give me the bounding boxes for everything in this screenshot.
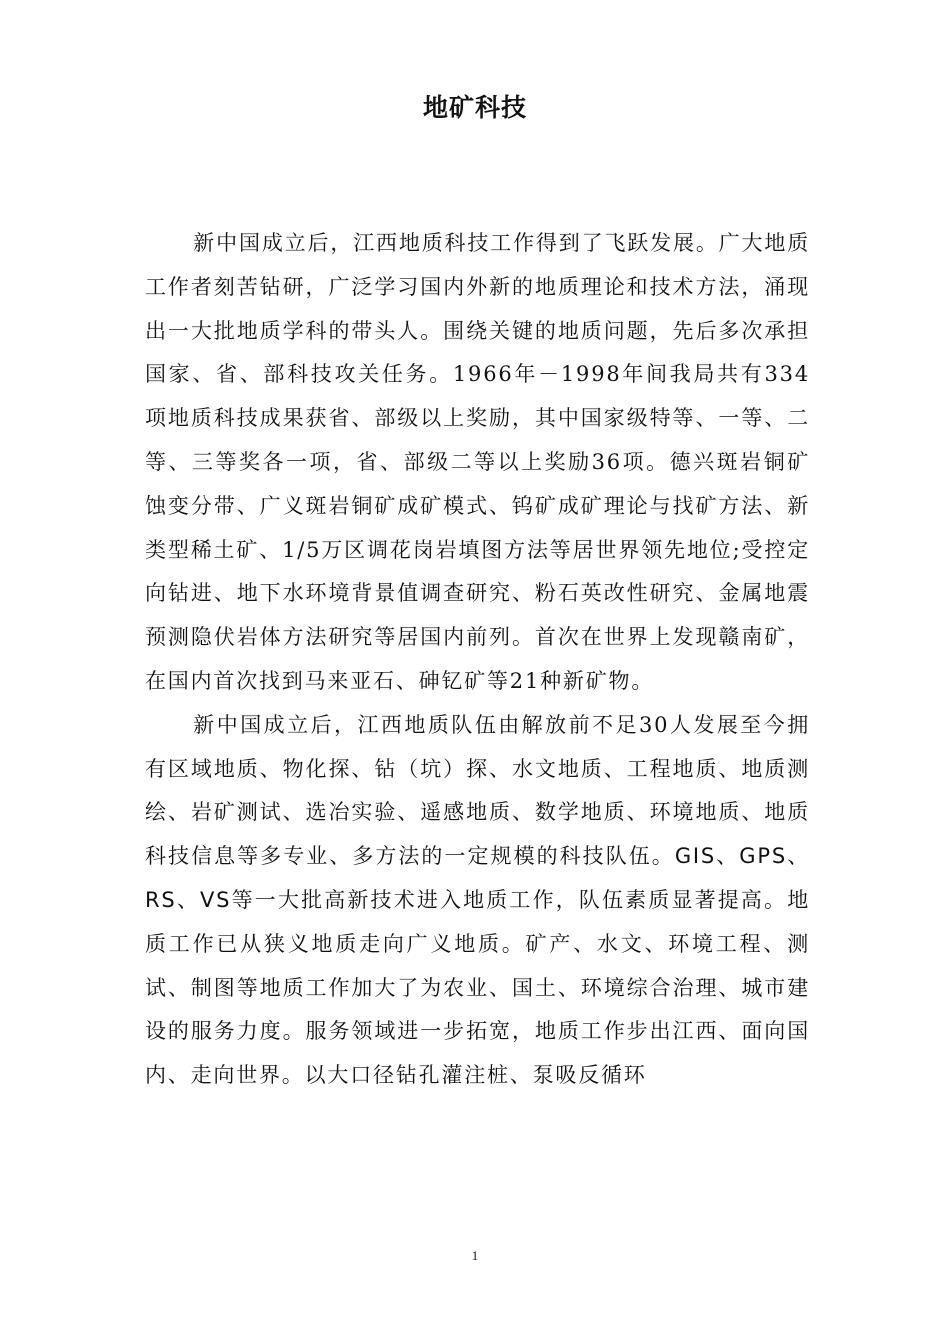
document-title: 地矿科技: [422, 93, 527, 122]
paragraph-2-text-b: 等一大批高新技术进入地质工作，队伍素质显著提高。地质工作已从狭义地质走向广义地质。矿产、水文、环境工程、测试、制图等地质工作加大了为农业、国土、环境综合治理、城市建设的服务力度。服务领域进一步拓宽，地质工作步出江西、面向国内、走向世界。以大口径钻孔灌注桩、泵吸反循环: [145, 887, 810, 1088]
paragraph-2: [145, 704, 810, 1098]
paragraph-1: 新中国成立后，江西地质科技工作得到了飞跃发展。广大地质工作者刻苦钻研，广泛学习国内外新的地质理论和技术方法，涌现出一大批地质学科的带头人。围绕关键的地质问题，先后多次承担国家、省、部科技攻关任务。1966年－1998年间我局共有334项地质科技成果获省、部级以上奖励，其中国家级特等、一等、二等、三等奖各一项，省、部级二等以上奖励36项。德兴斑岩铜矿蚀变分带、广义斑岩铜矿成矿模式、钨矿成矿理论与找矿方法、新类型稀土矿、1/5万区调花岗岩填图方法等居世界领先地位;受控定向钻进、地下水环境背景值调查研究、粉石英改性研究、金属地震预测隐伏岩体方法研究等居国内前列。首次在世界上发现赣南矿，在国内首次找到马来亚石、砷钇矿等21种新矿物。: [145, 231, 810, 693]
document-body: [145, 222, 810, 1098]
page-number: 1: [471, 1248, 479, 1263]
paragraph-2-tech-acronyms: GIS、GPS、RS、VS: [145, 844, 810, 912]
paragraph-2-text-a: 新中国成立后，江西地质队伍由解放前不足30人发展至今拥有区域地质、物化探、钻（坑）探、水文地质、工程地质、地质测绘、岩矿测试、选冶实验、遥感地质、数学地质、环境地质、地质科技信息等多专业、多方法的一定规模的科技队伍。: [145, 712, 810, 869]
